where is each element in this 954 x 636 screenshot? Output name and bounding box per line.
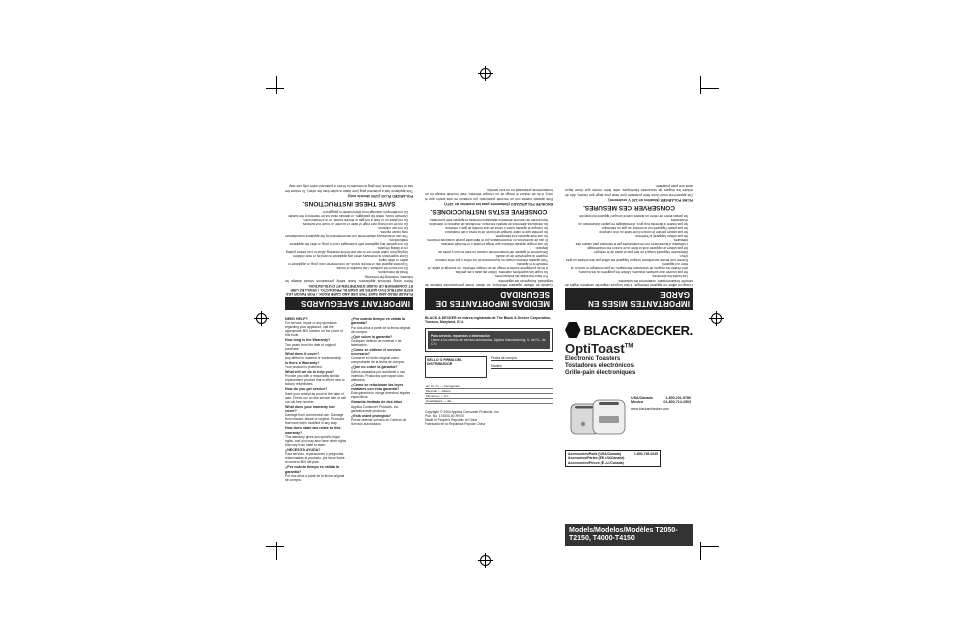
safeguards-panel-inverted <box>285 88 693 310</box>
list-item: • Read all instructions. <box>285 270 408 274</box>
warranty-faq-panel <box>285 316 413 546</box>
faq-question: ¿Qué no cubre la garantía? <box>351 365 398 370</box>
contact-row <box>631 400 691 404</box>
list-item: • Exercer une étroite surveillance lorsque l'appareil est utilisé par des enfants ou près d'eux. <box>565 254 688 262</box>
product-name-text: OptiToast <box>565 341 625 356</box>
faq-answer: Applica Consumer Products, Inc. garantiza este producto. <box>351 404 400 413</box>
note-title-es: ENCHUFE POLARIZADO (Solamente para los modelos de 120V) <box>444 201 553 206</box>
list-item: • Débrancher l'appareil lorsqu'il ne sert pas et avant de le nettoyer. <box>565 250 688 254</box>
product-line-en: Electronic Toasters <box>565 356 621 362</box>
purchase-date-field <box>491 356 553 361</box>
list-item: • Ne pas placer l'appareil sur un brûleur au gaz ou électrique. <box>565 226 688 230</box>
accessories-phone: 1-800-738-0245 <box>633 452 658 456</box>
list-item: • Nunca trate de remover alimentos atascados mientras el aparato esté conectado. <box>425 218 548 222</box>
field-label: Modelo <box>491 363 502 368</box>
crop-mark <box>266 88 284 89</box>
contact-block <box>631 396 691 411</box>
contact-region: Mexico <box>631 400 644 405</box>
list-item: • No use este aparato a la intemperie. <box>425 234 548 238</box>
intro-en: When using electrical appliances, basic safety precautions should always be followed, including the following: <box>285 274 413 283</box>
made-in-line: Made in People's Republic of China <box>425 417 478 422</box>
list-item: • Do not place on or near a hot gas or electric burner, or in a heated oven. <box>285 218 408 222</box>
list-item: • No introduzca alimentos de tamaño excesivo, envolturas de aluminio ni utensilios. <box>425 222 548 226</box>
contact-phone: 01-800-714-2503 <box>663 400 691 405</box>
note-title-en: POLARIZED PLUG (120V Models only) <box>347 193 413 198</box>
accessories-label-fr: Accessoires/Pièces (É.-U./Canada) <box>568 460 624 465</box>
copyright-line: Copyright © 2004 Applica Consumer Products, Inc. <box>425 409 500 414</box>
faq-question: Garantía limitada de dos años <box>351 400 403 405</box>
hexagon-logo-icon <box>565 322 581 338</box>
purchase-fields <box>491 356 553 378</box>
accessories-label-es: Accesorios/Partes (EE.UU/Canadá) <box>568 456 625 461</box>
dealer-stamp-label: SELLO O FIRMA DEL DISTRIBUIDOR <box>425 356 487 378</box>
brand-logo <box>565 322 693 338</box>
legal-block <box>425 410 553 426</box>
faq-question: ¿Cómo se relacionan las leyes estatales con esta garantía? <box>351 382 404 392</box>
product-line-es: Tostadores electrónicos <box>565 363 634 369</box>
list-item: • No coloque el aparato sobre o cerca de una hornilla de gas o eléctrica. <box>425 226 548 230</box>
made-in-line-es: Fabricado en la República Popular China <box>425 421 486 426</box>
table-cell: Monterrey — N.L. <box>425 393 553 398</box>
faq-question: How long is the Warranty? <box>285 338 331 343</box>
table-cell: Mexicali — Jalisco <box>425 388 553 393</box>
faq-question: NEED HELP? <box>285 317 308 321</box>
faq-question: ¿Por cuánto tiempo es válida la garantía? <box>351 317 405 326</box>
french-safeguards <box>565 88 693 310</box>
faq-answer: Any defect in material or workmanship. <box>285 355 342 360</box>
faq-question: What does it cover? <box>285 351 320 356</box>
models-band: Models/Modelos/Modèles T2050-T2150, T4000-T4150 <box>565 524 693 546</box>
list-item: • Close supervision is necessary when any appliance is used by or near children. <box>285 254 408 258</box>
website: www.blackanddecker.com <box>631 406 669 411</box>
service-info-dark <box>428 331 550 349</box>
crop-mark <box>266 546 284 547</box>
model-field <box>491 364 553 369</box>
product-name <box>565 341 693 356</box>
toaster-illustration <box>569 392 627 438</box>
list-item: • No permita que el cable cuelgue del borde de la mesa o del mostrador. <box>425 230 548 234</box>
table-cell: Av. Cr. Cr. — Insurgentes <box>425 384 553 389</box>
list-item: • Ne pas utiliser un appareil dont la fiche ou le cordon est endommagé. <box>565 246 688 250</box>
note-en: This appliance has a polarized plug (one blade is wider than the other). To reduce the risk of electric shock, this plug is intended to fit into a polarized outlet only one way. <box>285 184 413 193</box>
list-item: • Lire toutes les directives. <box>565 274 688 278</box>
note-title-fr: FICHE POLARISÉE (Modèles de 120 V seulement) <box>608 197 693 202</box>
list-item: • L'utilisation d'accessoires non recommandés par le fabricant peut causer des blessures. <box>565 238 688 246</box>
bullet-list-en <box>285 210 413 274</box>
list-item: • Do not attempt to dislodge food when toaster is plugged in. <box>285 210 408 214</box>
list-item: • Ne pas insérer d'aliments trop gros, d'emballages en papier d'aluminium ou d'ustensiles. <box>565 218 688 226</box>
faq-answer: This warranty gives you specific legal rights, and you may also have other rights that vary from state to state. <box>285 434 347 447</box>
save-heading-fr: CONSERVER CES MESURES. <box>583 203 675 211</box>
faq-question: How does state law relate to this warranty? <box>285 426 341 435</box>
crop-mark <box>700 542 701 560</box>
faq-question: ¿Cómo se obtiene el servicio necesario? <box>351 347 401 357</box>
registration-mark <box>711 313 722 324</box>
list-item: • To protect against risk of electric shock, do not immerse cord, plug, or appliance in water or other liquid. <box>285 258 408 266</box>
section-title-en: IMPORTANT SAFEGUARDS <box>285 297 413 310</box>
service-box-title: Para servicio, repuestos o información <box>431 333 490 338</box>
faq-question: ¿Está usted protegido? <box>351 413 392 418</box>
faq-answer: Your product is protected. <box>285 365 323 370</box>
list-item: • Desconecte el aparato del tomacorriente cuando no esté en uso y antes de limpiarlo. <box>425 246 548 254</box>
brand-wordmark: BLACK&DECKER. <box>583 322 693 338</box>
product-line-fr: Grille-pain électroniques <box>565 370 636 376</box>
faq-column-1 <box>285 316 347 482</box>
list-item: • Do not touch hot surfaces. Use handles or knobs. <box>285 266 408 270</box>
list-item: • The use of accessory attachments not recommended by the appliance manufacturer may cause injuries. <box>285 230 408 238</box>
spanish-safeguards <box>425 88 553 310</box>
list-item: • Todo aparato eléctrico usado en la presencia de los niños o por ellos mismos requiere la supervisión de un adulto. <box>425 254 548 262</box>
faq-answer: Save your receipt as proof of the date of sale. Check our on-line service site or call our toll-free number. <box>285 391 346 404</box>
warranty-certificate-panel <box>425 316 553 546</box>
list-item: • Ne jamais tenter de retirer un aliment coincé lorsque l'appareil est branché. <box>565 214 688 218</box>
faq-answer: For service, repair or any questions regarding your appliance, call the appropriate 800 number on the cover of this book. <box>285 321 343 338</box>
trademark-symbol: TM <box>624 343 634 350</box>
registration-mark <box>480 68 491 79</box>
faq-answer: Damage from commercial use. Damage from misuse, abuse or neglect. Products that have been modified in any way. <box>285 413 345 426</box>
accessories-box <box>565 450 661 467</box>
registration-mark <box>480 555 491 566</box>
cover-panel <box>565 316 693 546</box>
note-fr: Cet appareil est muni d'une fiche polarisée (une lame plus large que l'autre). Afin de réduire les risques de secousses électriques, cette fiche n'entre que d'une façon dans une prise polarisée. <box>565 184 693 197</box>
faq-answer: Cualquier defecto de material o de fabricación. <box>351 338 402 347</box>
faq-answer: Daños causados por accidente o uso indebido. Productos que hayan sido alterados. <box>351 369 406 382</box>
faq-answer: Esta garantía le otorga derechos legales específicos. <box>351 391 411 400</box>
faq-column-2 <box>351 316 413 482</box>
intro-es: Cuando se utilizan aparatos eléctricos, se deben tomar precauciones básicas de seguridad, incluyendo las siguientes. <box>425 278 553 287</box>
bullet-list-es <box>425 218 553 278</box>
faq-answer: Para servicio, reparaciones o preguntas relacionadas al producto, por favor llame al número 800 del país. <box>285 452 345 465</box>
crop-mark <box>276 76 277 94</box>
service-center-table <box>425 384 553 404</box>
table-cell: Guadalajara — Jal. <box>425 398 553 403</box>
list-item: • Afin d'éviter les risques de secousses électriques, ne pas immerger le cordon, la fiche ou l'appareil. <box>565 262 688 270</box>
accessories-label-en: Accessories/Parts (USA/Canada) <box>568 452 621 456</box>
registration-mark <box>256 313 267 324</box>
read-notice: PLEASE READ AND SAVE THIS USE AND CARE BOOK. / POR FAVOR LEA ESTE INSTRUCTIVO ANTES DE USAR EL PRODUCTO. / VEUILLEZ LIRE ET CONSERVER CE GUIDE D'ENTRETIEN ET D'UTILISATION. <box>286 284 413 296</box>
list-item: • Do not use outdoors. <box>285 226 408 230</box>
faq-question: What does your warranty not cover? <box>285 404 335 414</box>
list-item: • Ne pas utiliser l'appareil à l'extérieur. <box>565 234 688 238</box>
faq-answer: Conserve el recibo original como comprobante de la fecha de compra. <box>351 356 405 365</box>
faq-answer: Por dos años a partir de la fecha original de compra. <box>351 325 411 334</box>
faq-answer: Two years from the date of original purchase. <box>285 342 336 351</box>
service-box <box>425 328 553 352</box>
field-label: Fecha de compra <box>491 355 517 360</box>
faq-answer: Puede obtener servicio en Centros de Servicio autorizados. <box>351 417 407 426</box>
faq-question: ¿NECESITA AYUDA? <box>285 447 321 452</box>
trademark-line: BLACK & DECKER es marca registrada de The Black & Decker Corporation, Towson, Maryland, E.U. <box>425 316 552 325</box>
contact-region: USA/Canada <box>631 396 653 400</box>
faq-question: ¿Qué cubre la garantía? <box>351 334 393 339</box>
crop-mark <box>701 88 719 89</box>
table-row <box>425 398 553 403</box>
faq-question: ¿Por cuánto tiempo es válida la garantía? <box>285 465 339 474</box>
list-item: • No use ningún aparato eléctrico que tenga el cable o el enchufe averiado. <box>425 242 548 246</box>
list-item: • Ne pas toucher aux surfaces chaudes. Utiliser les poignées ou les boutons. <box>565 270 688 274</box>
english-safeguards <box>285 88 413 310</box>
faq-question: How do you get service? <box>285 387 328 392</box>
printed-sheet <box>285 88 693 546</box>
list-item: • Do not operate any appliance with a damaged cord or plug, or after the appliance malfunctions. <box>285 238 408 246</box>
list-item: • El uso de accesorios no recomendados por el fabricante puede ocasionar lesiones. <box>425 238 548 242</box>
dealer-stamp-area <box>425 356 487 378</box>
bullet-list-fr <box>565 214 693 278</box>
list-item: • Unplug from outlet when not in use and before cleaning. Allow to cool before putting on or taking off parts. <box>285 246 408 254</box>
section-title-fr: IMPORTANTES MISES EN GARDE <box>565 288 693 310</box>
service-box-body: Llame a los centros de servicio autorizados. Applica Manufacturing, S. de R.L. de C.V. <box>431 337 546 346</box>
save-heading-en: SAVE THESE INSTRUCTIONS. <box>302 199 396 207</box>
list-item: • Oversize foods, metal foil packages, or utensils must not be inserted in the toaster. <box>285 214 408 218</box>
section-title-es: MEDIDAS IMPORTANTES DE SEGURIDAD <box>425 288 553 310</box>
crop-mark <box>276 542 277 560</box>
contact-phone: 1-800-231-9786 <box>665 396 691 400</box>
faq-question: Is there a Warranty? <box>285 360 320 365</box>
list-item: • No toque las superficies calientes. Utilice las asas o las perillas. <box>425 270 548 274</box>
list-item: • Ne pas laisser pendre le cordon d'une table ou d'un comptoir. <box>565 230 688 234</box>
list-item: • A fin de protegerse contra el riesgo de un choque eléctrico, no sumerja el cable, el enchufe ni el aparato. <box>425 262 548 270</box>
faq-answer: Provide you with a reasonably similar replacement product that is either new or factory refurbished. <box>285 374 345 387</box>
pub-number: Pub. No. 174003-00-RV00 <box>425 413 464 418</box>
list-item: • Por favor lea todas las instrucciones. <box>425 274 548 278</box>
list-item: • Do not let cord hang over edge of table or counter, or touch hot surfaces. <box>285 222 408 226</box>
crop-mark <box>701 546 719 547</box>
save-heading-es: CONSERVE ESTAS INSTRUCCIONES. <box>430 207 548 215</box>
crop-mark <box>700 76 701 94</box>
intro-fr: Lorsqu'on utilise un appareil électrique, il faut toujours respecter certaines règles de sécurité fondamentales, notamment les suivantes. <box>565 278 693 287</box>
faq-question: What will we do to help you? <box>285 370 335 375</box>
note-es: Este aparato cuenta con un enchufe polarizado (un contacto es más ancho que el otro). A fin de reducir el riesgo de un choque eléctrico, este enchufe encaja en un tomacorriente polarizada en un solo sentido. <box>425 188 553 201</box>
faq-answer: Por dos años a partir de la fecha original de compra. <box>285 473 345 482</box>
